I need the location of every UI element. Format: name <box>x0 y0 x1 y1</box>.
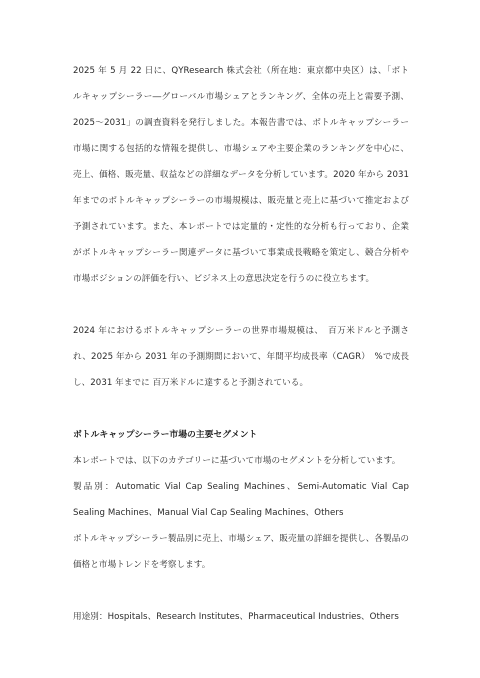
document-body <box>73 58 409 630</box>
product-segment-detail: ボトルキャップシーラー製品別に売上、市場シェア、販売量の詳細を提供し、各製品の価格と市場トレンドを考察します。 <box>73 534 409 570</box>
application-segment-list: 用途別：Hospitals、Research Institutes、Pharmaceutical Industries、Others <box>73 612 399 622</box>
segment-heading: ボトルキャップシーラー市場の主要セグメント <box>73 430 258 440</box>
segment-intro: 本レポートでは、以下のカテゴリーに基づいて市場のセグメントを分析しています。 <box>73 456 401 466</box>
paragraph-spacer <box>73 578 409 604</box>
product-segment-list: 製品別：Automatic Vial Cap Sealing Machines、Semi-Automatic Vial Cap Sealing Machines、Manual Vial Cap Sealing Machines、Others <box>73 482 409 518</box>
intro-paragraph: 2025 年 5 月 22 日に、QYResearch 株式会社（所在地：東京都中央区）は、「ボトルキャップシーラー―グローバル市場シェアとランキング、全体の売上と需要予測、2025～2031」の調査資料を発行しました。本報告書では、ボトルキャップシーラー市場に関する包括的な情報を提供し、市場シェアや主要企業のランキングを中心に、売上、価格、販売量、収益などの詳細なデータを分析しています。2020 年から 2031 年までのボトルキャップシーラーの市場規模は、販売量と売上に基づいて推定および予測されています。また、本レポートでは定量的・定性的な分析も行っており、企業がボトルキャップシーラー関連データに基づいて事業成長戦略を策定し、競合分析や市場ポジションの評価を行い、ビジネス上の意思決定を行うのに役立ちます。 <box>73 66 409 284</box>
paragraph-spacer <box>73 292 409 318</box>
section-spacer <box>73 396 409 422</box>
market-size-paragraph: 2024 年におけるボトルキャップシーラーの世界市場規模は、 百万米ドルと予測され、2025 年から 2031 年の予測期間において、年間平均成長率（CAGR） %で成長し、2031 年までに 百万米ドルに達すると予測されている。 <box>73 326 409 388</box>
